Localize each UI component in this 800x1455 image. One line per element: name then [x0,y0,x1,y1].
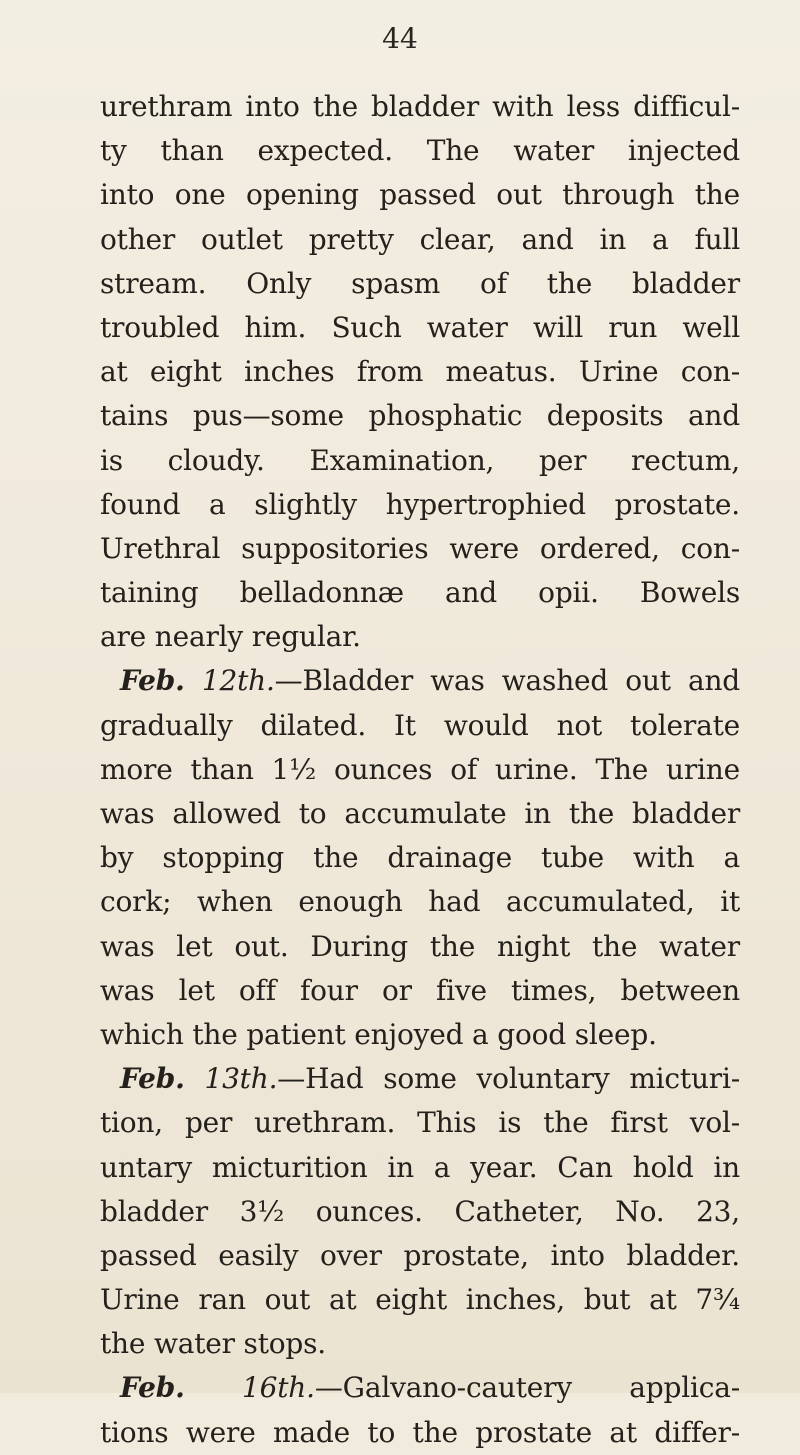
date-day: 16th. [242,1371,315,1405]
text-line: untary micturition in a year. Can hold in [100,1150,740,1184]
text-line: is cloudy. Examination, per rectum, [100,443,740,477]
text-line: was allowed to accumulate in the bladder [100,797,740,830]
text-line: troubled him. Such water will run well [100,310,740,344]
text-line: was let out. During the night the water [100,929,740,963]
entry-text: —Bladder was washed out and [274,664,741,698]
text-line: was let off four or five times, between [100,973,740,1007]
text-line: bladder 3½ ounces. Catheter, No. 23, [100,1194,740,1228]
body-text [100,85,740,1455]
text-line: taining belladonnæ and opii. Bowels [100,576,740,610]
text-line: at eight inches from meatus. Urine con- [100,355,740,389]
dated-entry-line [100,1366,740,1410]
text-line: the water stops. [100,1327,326,1361]
text-line: found a slightly hypertrophied prostate. [100,487,740,521]
text-line: tion, per urethram. This is the first vol- [100,1106,740,1140]
text-line: ty than expected. The water injected [100,134,740,168]
text-line: urethram into the bladder with less difficul- [100,90,740,123]
text-line: cork; when enough had accumulated, it [100,885,740,919]
date-month: Feb. [120,1062,185,1096]
text-line: other outlet pretty clear, and in a full [100,222,740,256]
text-line: stream. Only spasm of the bladder [100,266,740,300]
text-line: more than 1½ ounces of urine. The urine [100,752,740,786]
page-number: 44 [382,22,418,55]
text-line: Urethral suppositories were ordered, con- [100,531,740,565]
date-day: 13th. [204,1062,278,1096]
text-line: gradually dilated. It would not tolerate [100,708,740,742]
date-month: Feb. [120,664,185,698]
text-line: which the patient enjoyed a good sleep. [100,1017,657,1051]
dated-entry-line [100,659,740,703]
text-line: Urine ran out at eight inches, but at 7¾ [100,1283,740,1317]
text-line: into one opening passed out through the [100,178,740,212]
date-day: 12th. [201,664,275,698]
text-line: tions were made to the prostate at differ- [100,1415,740,1449]
text-line: tains pus—some phosphatic deposits and [100,399,740,433]
text-line: by stopping the drainage tube with a [100,841,740,875]
date-month: Feb. [120,1371,185,1405]
text-line: passed easily over prostate, into bladder. [100,1238,740,1272]
entry-text: —Had some voluntary micturi- [277,1062,741,1096]
text-line: are nearly regular. [100,620,361,654]
dated-entry-line [100,1057,740,1101]
entry-text: —Galvano-cautery applica- [314,1371,740,1405]
